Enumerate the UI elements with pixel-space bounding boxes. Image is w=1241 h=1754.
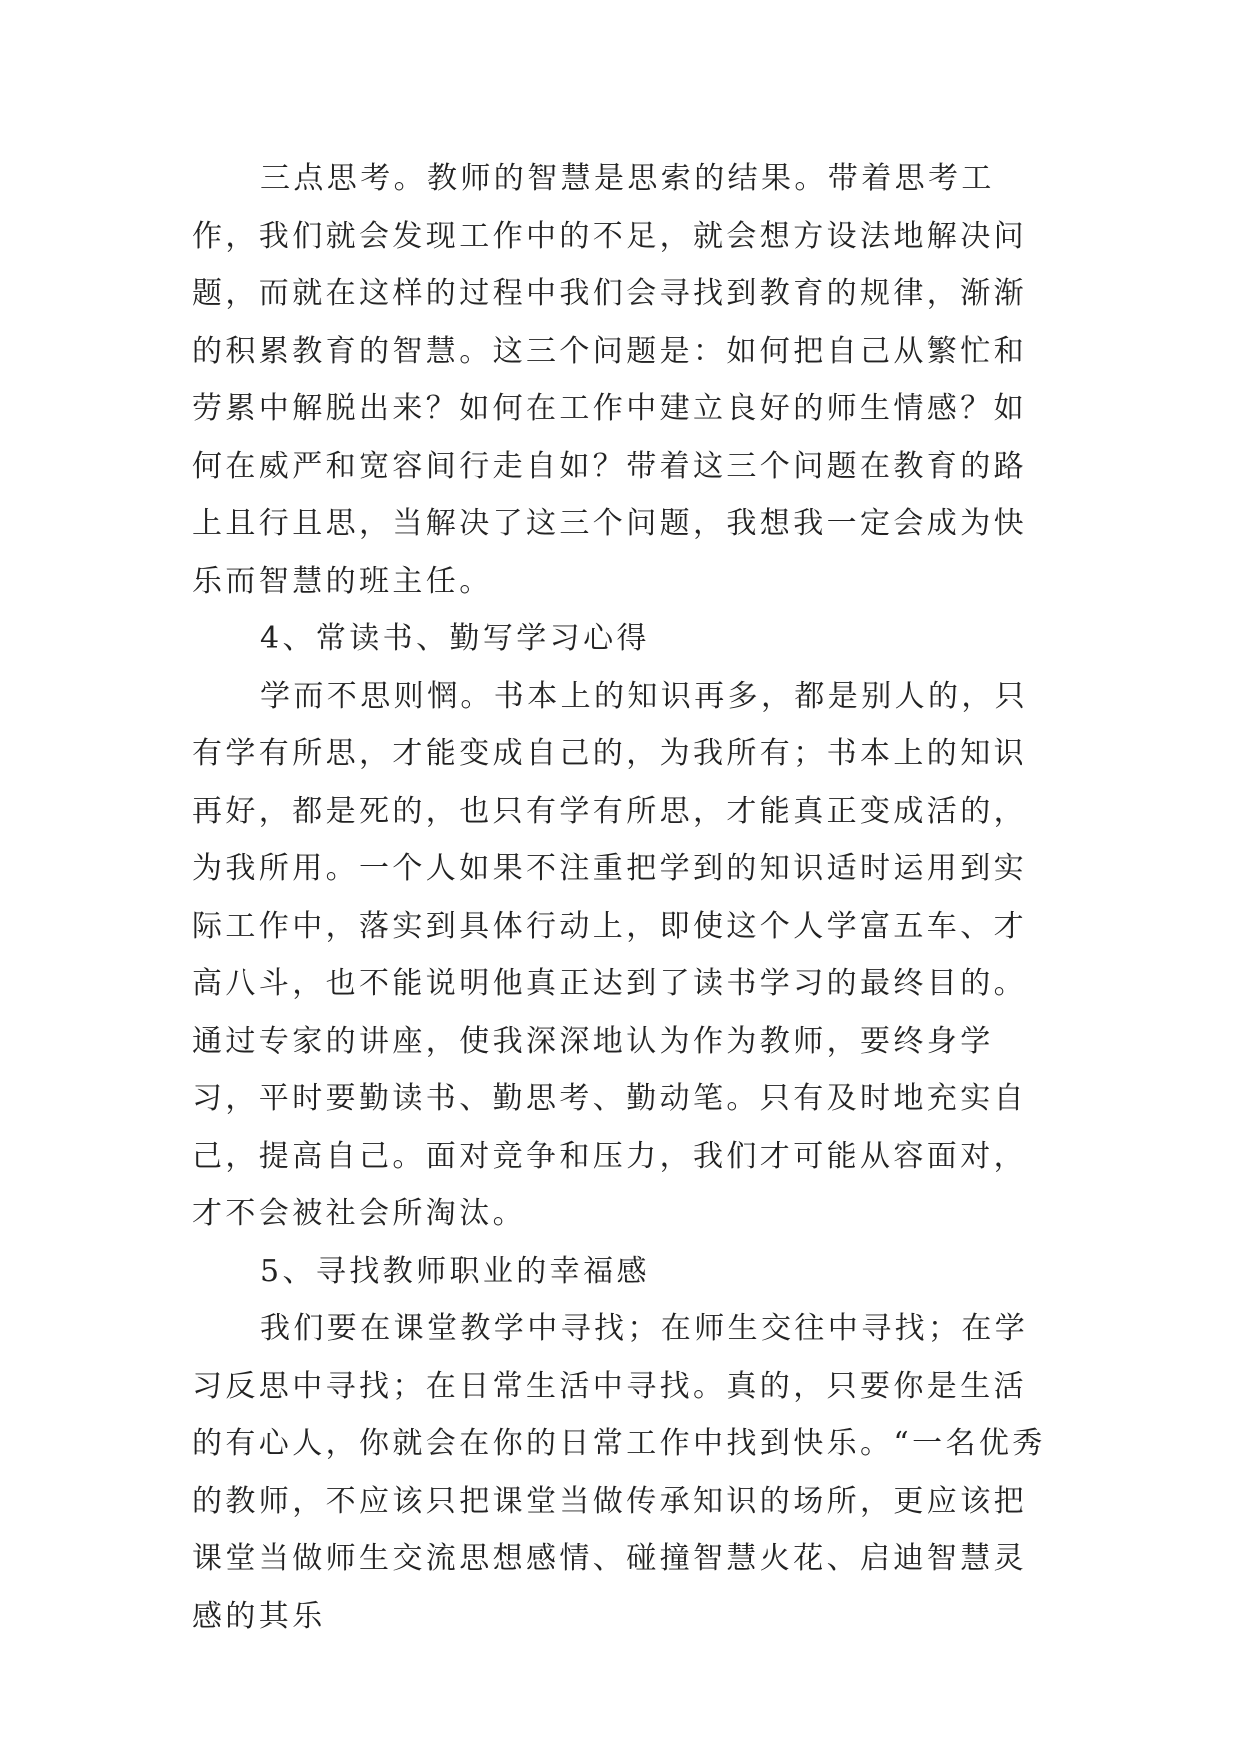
paragraph-thinking: 三点思考。教师的智慧是思索的结果。带着思考工作，我们就会发现工作中的不足，就会想方设法地解决问题，而就在这样的过程中我们会寻找到教育的规律，渐渐的积累教育的智慧。这三个问题是：如何把自己从繁忙和劳累中解脱出来？如何在工作中建立良好的师生情感？如何在威严和宽容间行走自如？带着这三个问题在教育的路上且行且思，当解决了这三个问题，我想我一定会成为快乐而智慧的班主任。 [192,161,1027,599]
section-heading-happiness: 5、寻找教师职业的幸福感 [260,1253,650,1289]
document-body [192,150,1052,1645]
paragraph-happiness: 我们要在课堂教学中寻找；在师生交往中寻找；在学习反思中寻找；在日常生活中寻找。真的，只要你是生活的有心人，你就会在你的日常工作中找到快乐。“一名优秀的教师，不应该只把课堂当做传承知识的场所，更应该把课堂当做师生交流思想感情、碰撞智慧火花、启迪智慧灵感的其乐 [192,1311,1046,1634]
section-heading-reading: 4、常读书、勤写学习心得 [260,621,650,656]
paragraph-reading: 学而不思则惘。书本上的知识再多，都是别人的，只有学有所思，才能变成自己的，为我所有；书本上的知识再好，都是死的，也只有学有所思，才能真正变成活的，为我所用。一个人如果不注重把学到的知识适时运用到实际工作中，落实到具体行动上，即使这个人学富五车、才高八斗，也不能说明他真正达到了读书学习的最终目的。通过专家的讲座，使我深深地认为作为教师，要终身学习，平时要勤读书、勤思考、勤动笔。只有及时地充实自己，提高自己。面对竞争和压力，我们才可能从容面对，才不会被社会所淘汰。 [192,678,1029,1231]
